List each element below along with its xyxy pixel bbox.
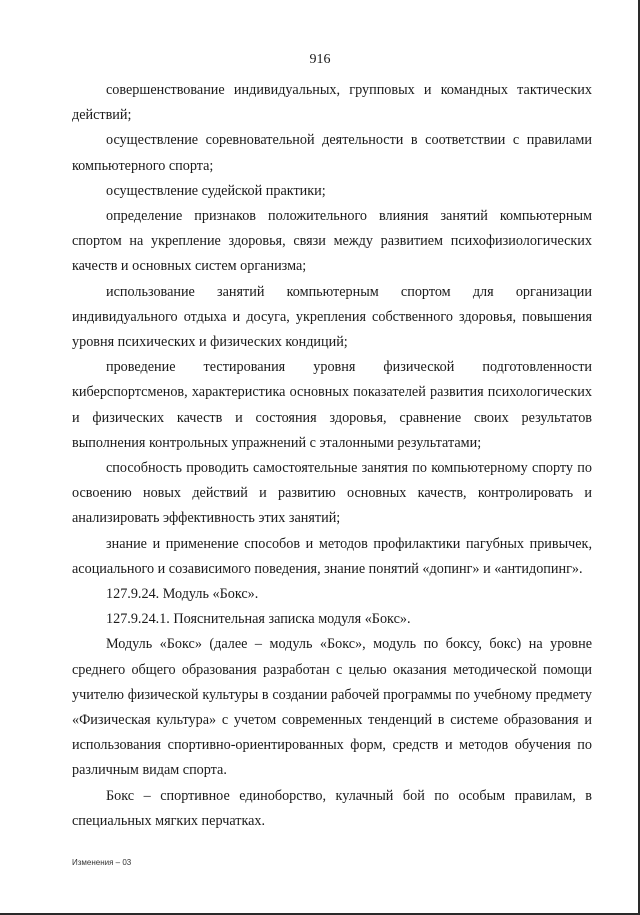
paragraph: осуществление судейской практики; <box>106 182 326 199</box>
paragraph: определение признаков положительного влияния занятий компьютерным спортом на укрепление здоровья, связи между развитием психофизиологических качеств и основных систем организма; <box>72 208 592 275</box>
subsection-heading: 127.9.24.1. Пояснительная записка модуля «Бокс». <box>106 611 411 628</box>
paragraph: знание и применение способов и методов профилактики пагубных привычек, асоциального и созависимого поведения, знание понятий «допинг» и «антидопинг». <box>72 535 592 577</box>
document-body <box>72 78 592 834</box>
paragraph: совершенствование индивидуальных, групповых и командных тактических действий; <box>72 82 592 124</box>
page-number: 916 <box>309 52 331 67</box>
paragraph: проведение тестирования уровня физической подготовленности киберспортсменов, характеристика основных показателей развития психологических и физических качеств и состояния здоровья, сравнение своих результатов выполнения контрольных упражнений с эталонными результатами; <box>72 359 592 451</box>
paragraph: способность проводить самостоятельные занятия по компьютерному спорту по освоению новых действий и развитию основных качеств, контролировать и анализировать эффективность этих занятий; <box>72 460 592 527</box>
paragraph: осуществление соревновательной деятельности в соответствии с правилами компьютерного спорта; <box>72 132 592 174</box>
paragraph: Бокс – спортивное единоборство, кулачный бой по особым правилам, в специальных мягких перчатках. <box>72 787 592 829</box>
section-heading: 127.9.24. Модуль «Бокс». <box>106 586 259 603</box>
paragraph: использование занятий компьютерным спортом для организации индивидуального отдыха и досуга, укрепления собственного здоровья, повышения уровня психических и физических кондиций; <box>72 283 592 351</box>
footer-note: Изменения – 03 <box>72 858 132 867</box>
paragraph: Модуль «Бокс» (далее – модуль «Бокс», модуль по боксу, бокс) на уровне среднего общего образования разработан с целью оказания методической помощи учителю физической культуры в создании рабочей программы по учебному предмету «Физическая культура» с учетом современных тенденций в системе образования и использования спортивно-ориентированных форм, средств и методов обучения по различным видам спорта. <box>72 636 592 779</box>
